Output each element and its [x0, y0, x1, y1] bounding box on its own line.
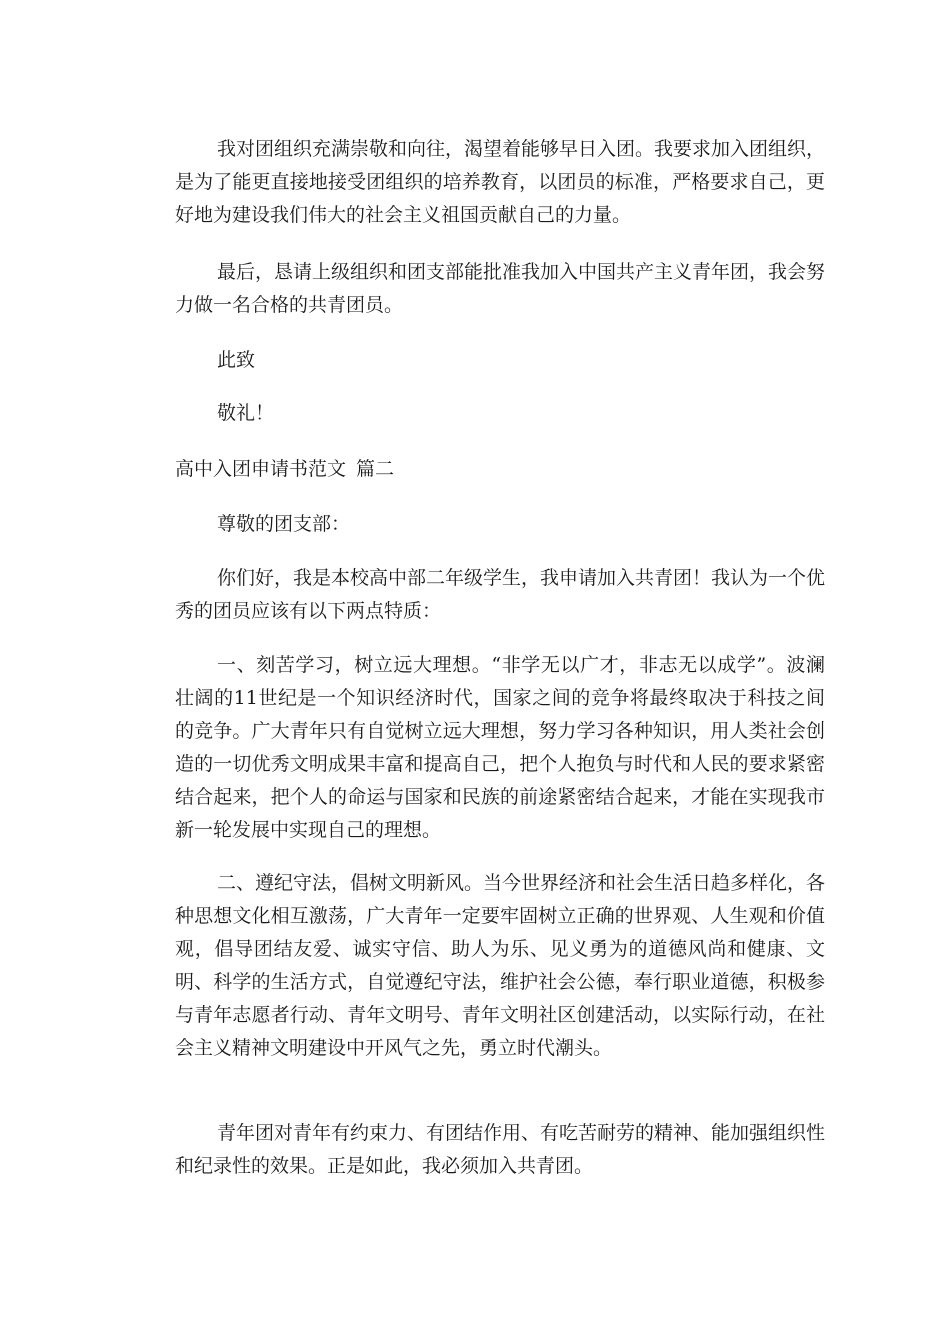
paragraph-conclusion: 青年团对青年有约束力、有团结作用、有吃苦耐劳的精神、能加强组织性和纪录性的效果。正是如此，我必须加入共青团。	[175, 1122, 826, 1177]
paragraph-greeting: 你们好，我是本校高中部二年级学生，我申请加入共青团！我认为一个优秀的团员应该有以下两点特质：	[175, 567, 826, 622]
paragraph-point-one: 一、刻苦学习，树立远大理想。“非学无以广才，非志无以成学”。波澜壮阔的11世纪是一个知识经济时代，国家之间的竞争将最终取决于科技之间的竞争。广大青年只有自觉树立远大理想，努力学习各种知识，用人类社会创造的一切优秀文明成果丰富和提高自己，把个人抱负与时代和人民的要求紧密结合起来，把个人的命运与国家和民族的前途紧密结合起来，才能在实现我市新一轮发展中实现自己的理想。	[175, 654, 825, 841]
paragraph-jingli: 敬礼！	[217, 402, 275, 424]
section-heading	[175, 453, 394, 486]
paragraph-intent: 我对团组织充满崇敬和向往，渴望着能够早日入团。我要求加入团组织，是为了能更直接地接受团组织的培养教育，以团员的标准，严格要求自己，更好地为建设我们伟大的社会主义祖国贡献自己的力量。	[175, 138, 826, 226]
salutation: 尊敬的团支部：	[217, 513, 351, 535]
paragraph-closing-request: 最后，恳请上级组织和团支部能批准我加入中国共产主义青年团，我会努力做一名合格的共青团员。	[175, 261, 826, 316]
section-title: 高中入团申请书范文	[175, 458, 347, 480]
section-subtitle: 篇二	[356, 458, 395, 480]
paragraph-point-two: 二、遵纪守法，倡树文明新风。当今世界经济和社会生活日趋多样化，各种思想文化相互激荡，广大青年一定要牢固树立正确的世界观、人生观和价值观，倡导团结友爱、诚实守信、助人为乐、见义勇为的道德风尚和健康、文明、科学的生活方式，自觉遵纪守法，维护社会公德，奉行职业道德，积极参与青年志愿者行动、青年文明号、青年文明社区创建活动，以实际行动，在社会主义精神文明建设中开风气之先，勇立时代潮头。	[175, 872, 826, 1059]
paragraph-cizhi: 此致	[217, 349, 256, 371]
